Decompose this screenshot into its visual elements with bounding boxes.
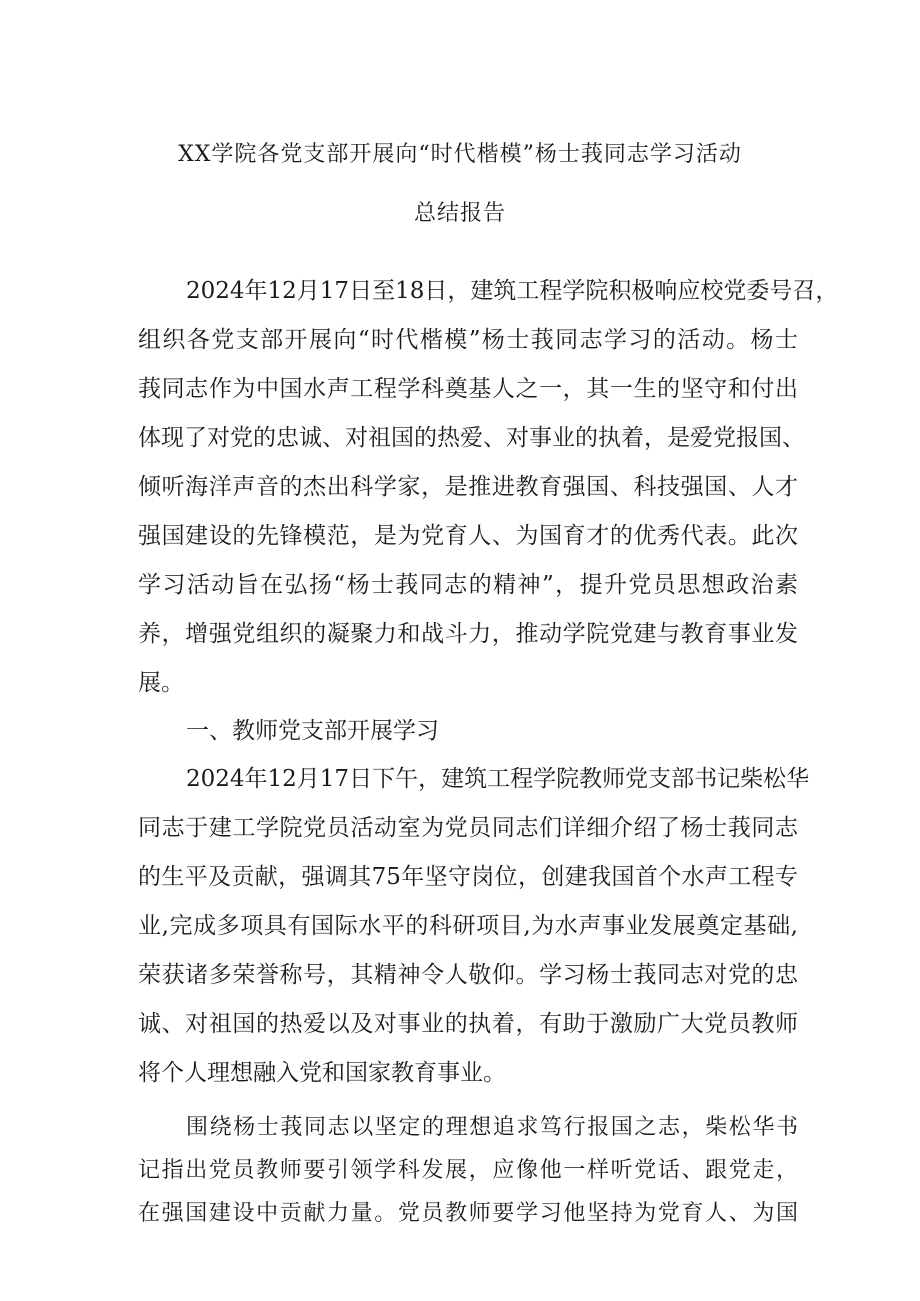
paragraph-2-line: 的生平及贡献，强调其75年坚守岗位，创建我国首个水声工程专 xyxy=(138,864,798,890)
paragraph-2-line: 将个人理想融入党和国家教育事业。 xyxy=(138,1060,506,1086)
paragraph-1-line: 倾听海洋声音的杰出科学家，是推进教育强国、科技强国、人才 xyxy=(138,474,798,500)
paragraph-1-line: 学习活动旨在弘扬“杨士莪同志的精神”，提升党员思想政治素 xyxy=(138,572,798,598)
paragraph-2-line: 荣获诸多荣誉称号，其精神令人敬仰。学习杨士莪同志对党的忠 xyxy=(138,962,798,988)
paragraph-1-line: 莪同志作为中国水声工程学科奠基人之一，其一生的坚守和付出 xyxy=(138,376,798,402)
title-line-1: XX学院各党支部开展向“时代楷模”杨士莪同志学习活动 xyxy=(178,142,742,167)
paragraph-1-line: 组织各党支部开展向“时代楷模”杨士莪同志学习的活动。杨士 xyxy=(138,327,798,353)
section-heading: 一、教师党支部开展学习 xyxy=(186,718,439,744)
title-line-2: 总结报告 xyxy=(413,201,506,226)
paragraph-2-line: 业,完成多项具有国际水平的科研项目,为水声事业发展奠定基础, xyxy=(138,913,798,939)
paragraph-1-line: 强国建设的先锋模范，是为党育人、为国育才的优秀代表。此次 xyxy=(138,523,798,549)
paragraph-1-line: 养，增强党组织的凝聚力和战斗力，推动学院党建与教育事业发 xyxy=(138,621,798,647)
paragraph-1-line: 展。 xyxy=(138,670,184,696)
paragraph-3-line: 记指出党员教师要引领学科发展，应像他一样听党话、跟党走， xyxy=(138,1158,798,1183)
paragraph-3-line: 围绕杨士莪同志以坚定的理想追求笃行报国之志，柴松华书 xyxy=(186,1115,798,1140)
paragraph-3-line: 在强国建设中贡献力量。党员教师要学习他坚持为党育人、为国 xyxy=(138,1201,798,1226)
paragraph-2-line: 同志于建工学院党员活动室为党员同志们详细介绍了杨士莪同志 xyxy=(138,815,798,841)
paragraph-1-line: 体现了对党的忠诚、对祖国的热爱、对事业的执着，是爱党报国、 xyxy=(138,425,805,451)
paragraph-2-line: 诚、对祖国的热爱以及对事业的执着，有助于激励广大党员教师 xyxy=(138,1011,798,1037)
paragraph-2-line: 2024年12月17日下午，建筑工程学院教师党支部书记柴松华 xyxy=(186,766,810,792)
paragraph-1-line: 2024年12月17日至18日，建筑工程学院积极响应校党委号召， xyxy=(186,278,839,304)
